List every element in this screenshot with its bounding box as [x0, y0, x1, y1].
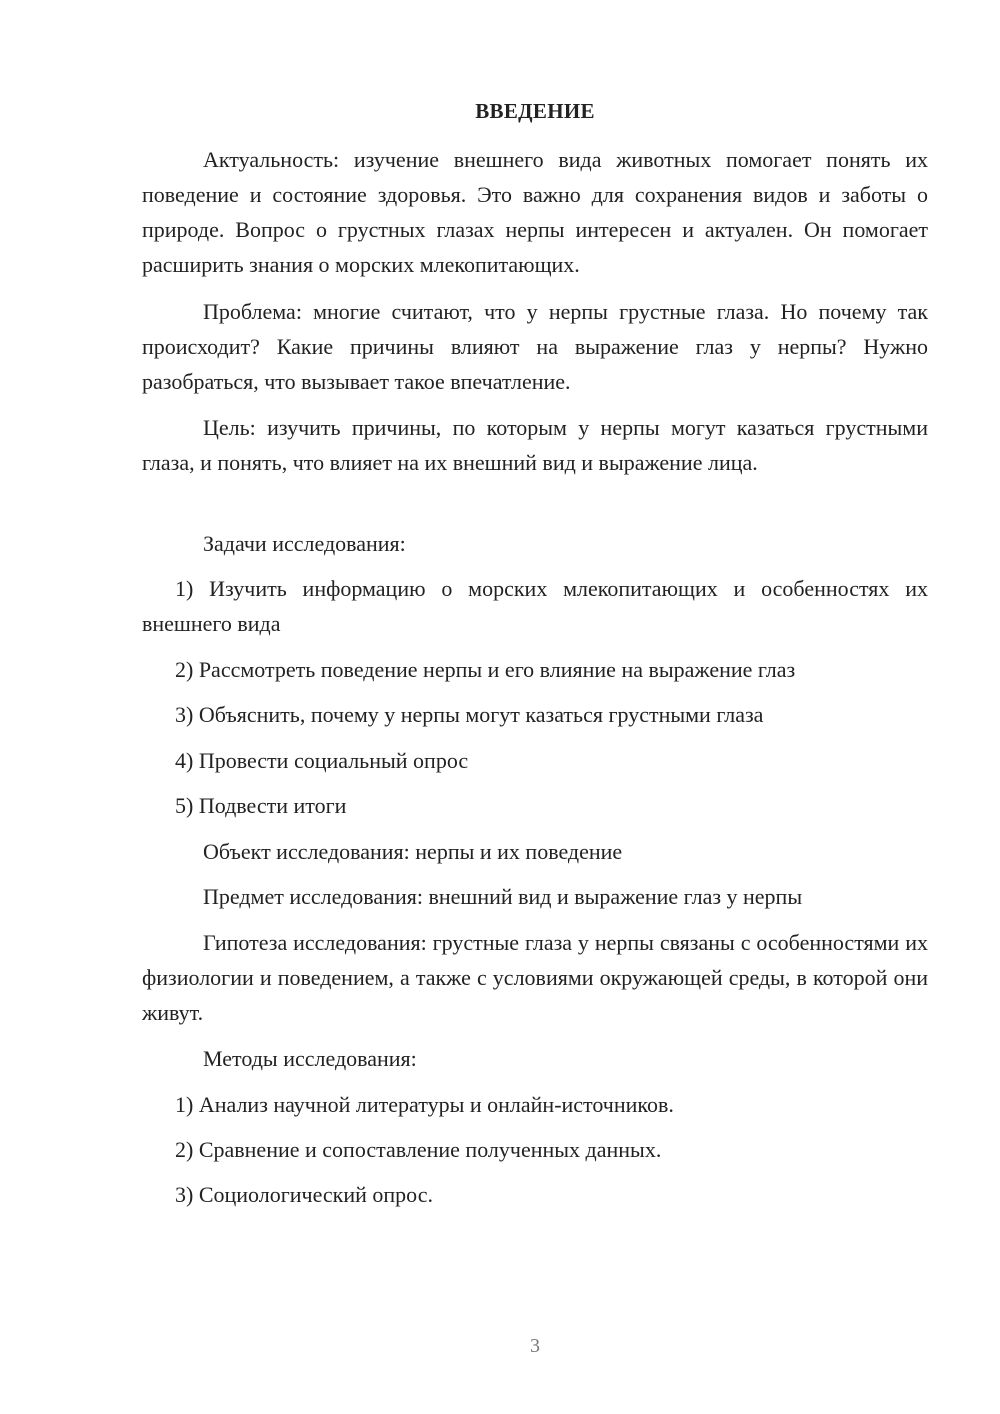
task-item-3: 3) Объяснить, почему у нерпы могут казаться грустными глаза — [175, 702, 764, 727]
method-item-2: 2) Сравнение и сопоставление полученных данных. — [175, 1137, 662, 1162]
method-item-3: 3) Социологический опрос. — [175, 1182, 433, 1207]
method-item-1: 1) Анализ научной литературы и онлайн-источников. — [175, 1092, 674, 1117]
relevance-paragraph: Актуальность: изучение внешнего вида животных помогает понять их поведение и состояние здоровья. Это важно для сохранения видов и заботы о природе. Вопрос о грустных глазах нерпы интересен и актуален. Он помогает расширить знания о морских млекопитающих. — [142, 147, 928, 277]
subject-paragraph: Предмет исследования: внешний вид и выражение глаз у нерпы — [203, 884, 803, 909]
task-item-4: 4) Провести социальный опрос — [175, 748, 469, 773]
object-paragraph: Объект исследования: нерпы и их поведение — [203, 839, 623, 864]
section-heading: ВВЕДЕНИЕ — [475, 99, 595, 123]
hypothesis-paragraph: Гипотеза исследования: грустные глаза у нерпы связаны с особенностями их физиологии и поведением, а также с условиями окружающей среды, в которой они живут. — [142, 930, 928, 1025]
page-number: 3 — [530, 1335, 540, 1357]
task-item-1: 1) Изучить информацию о морских млекопитающих и особенностях их внешнего вида — [142, 576, 928, 636]
methods-title: Методы исследования: — [203, 1046, 417, 1071]
goal-paragraph: Цель: изучить причины, по которым у нерпы могут казаться грустными глаза, и понять, что влияет на их внешний вид и выражение лица. — [142, 415, 928, 475]
task-item-2: 2) Рассмотреть поведение нерпы и его влияние на выражение глаз — [175, 657, 796, 682]
problem-paragraph: Проблема: многие считают, что у нерпы грустные глаза. Но почему так происходит? Какие причины влияют на выражение глаз у нерпы? Нужно разобраться, что вызывает такое впечатление. — [142, 299, 928, 394]
task-item-5: 5) Подвести итоги — [175, 793, 347, 818]
tasks-title: Задачи исследования: — [203, 531, 406, 556]
